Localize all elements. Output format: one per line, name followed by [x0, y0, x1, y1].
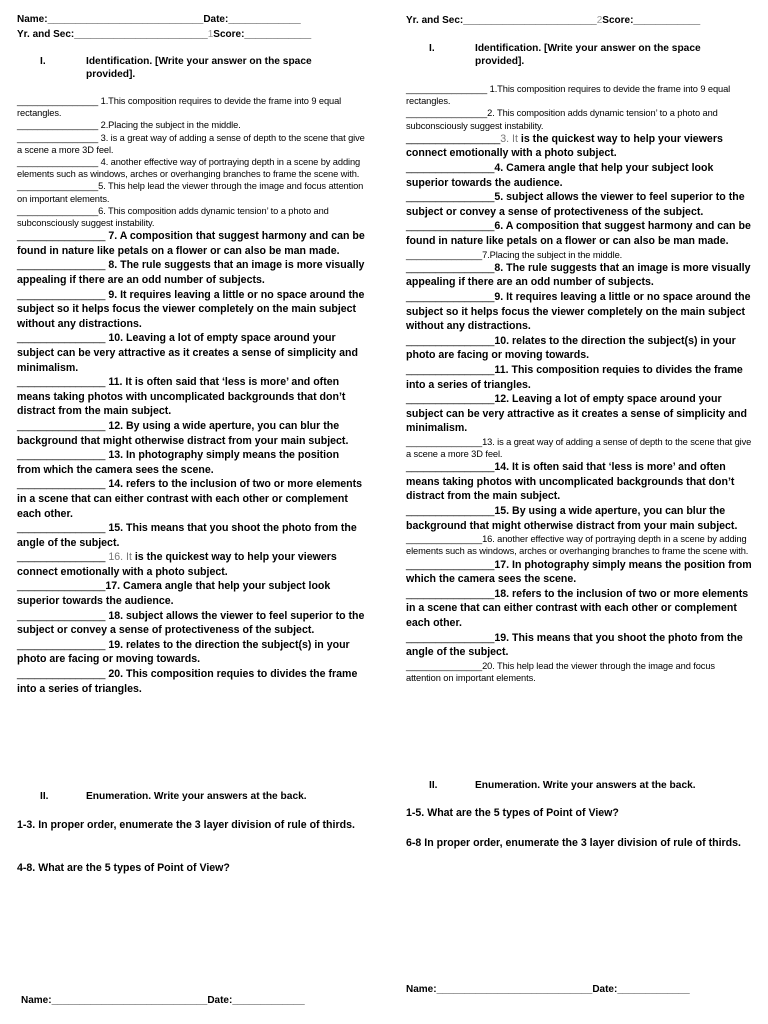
question-text: 18. refers to the inclusion of two or more elements in a scene that can either contrast with each other or complement each other. — [406, 587, 749, 630]
question-item — [17, 375, 365, 419]
name-blank[interactable]: ____________________________ — [51, 995, 208, 1006]
question-item — [17, 119, 365, 131]
answer-blank[interactable]: _______________ — [406, 587, 495, 600]
question-item — [406, 587, 752, 631]
question-item — [406, 261, 752, 290]
section-numeral: I. — [429, 43, 435, 54]
answer-blank[interactable]: ________________ — [17, 96, 101, 106]
section-title: Identification. [Write your answer on the space provided]. — [475, 43, 701, 67]
name-blank[interactable]: ____________________________ — [47, 14, 204, 25]
right-identification-items — [406, 83, 752, 684]
answer-blank[interactable]: _______________ — [17, 419, 109, 432]
answer-blank[interactable]: ________________ — [17, 132, 101, 143]
section-title: Enumeration. Write your answers at the back. — [475, 780, 696, 791]
left-yr-line — [17, 29, 311, 41]
question-item — [406, 631, 752, 660]
question-item — [406, 392, 752, 436]
answer-blank[interactable]: _______________ — [17, 668, 109, 681]
answer-blank[interactable]: _______________ — [17, 449, 109, 462]
name-label: Name: — [17, 14, 48, 25]
section-numeral: II. — [40, 791, 49, 802]
page-mark: 2 — [596, 15, 603, 26]
question-item — [406, 533, 752, 557]
yr-sec-blank[interactable]: ________________________ — [74, 29, 208, 40]
name-label: Name: — [21, 995, 52, 1006]
question-item — [17, 95, 365, 119]
question-text: 8. The rule suggests that an image is more visually appealing if there are an odd number of subjects. — [406, 261, 751, 289]
question-item — [406, 290, 752, 334]
question-item — [17, 521, 365, 550]
question-text: 9. It requires leaving a little or no space around the subject so it helps focus the viewer completely on the main subject without any distractions. — [406, 290, 751, 333]
enum-item-2: 4-8. What are the 5 types of Point of View? — [17, 862, 230, 874]
question-text: 17. In photography simply means the position from which the camera sees the scene. — [406, 558, 752, 586]
yr-sec-label: Yr. and Sec: — [17, 29, 75, 40]
section-title: Identification. [Write your answer on the space provided]. — [86, 56, 312, 80]
question-item — [17, 156, 365, 180]
answer-blank[interactable]: _______________ — [406, 660, 483, 671]
answer-blank[interactable]: ________________ — [406, 132, 501, 145]
question-text: 16. another effective way of portraying depth in a scene by adding elements such as windows, arches or overhanging branches to frame the scene with. — [406, 534, 749, 557]
answer-blank[interactable]: _______________ — [17, 478, 109, 491]
name-label: Name: — [406, 984, 437, 995]
left-name-line — [17, 14, 301, 26]
question-item — [17, 258, 365, 287]
question-item — [17, 477, 365, 521]
question-text: 5. subject allows the viewer to feel superior to the subject or convey a sense of protectiveness of the subject. — [406, 191, 745, 218]
answer-blank[interactable]: _______________ — [17, 551, 109, 564]
question-item — [17, 180, 365, 204]
question-text: 5. This help lead the viewer through the image and focus attention on important elements. — [17, 181, 364, 204]
question-text: 11. This composition requies to divides the frame into a series of triangles. — [406, 363, 743, 391]
question-text: 7. A composition that suggest harmony and can be found in nature like petals on a flower or can also be man made. — [17, 230, 365, 257]
question-text: 14. It is often said that ‘less is more’ and often means taking photos with uncomplicated backgrounds that don’t distract from the main subject. — [406, 461, 735, 503]
answer-blank[interactable]: _______________ — [17, 638, 109, 651]
question-text: 10. relates to the direction the subject(s) in your photo are facing or moving towards. — [406, 334, 736, 362]
question-text: 3. is a great way of adding a sense of depth to the scene that give a scene a more 3D feel. — [17, 132, 365, 155]
question-item — [406, 660, 752, 684]
question-item — [17, 331, 365, 375]
question-text: 4. another effective way of portraying depth in a scene by adding elements such as windows, arches or overhanging branches to frame the scene with. — [17, 157, 361, 180]
question-item — [406, 249, 752, 261]
question-text: 19. This means that you shoot the photo from the angle of the subject. — [406, 631, 743, 659]
answer-blank[interactable]: _______________ — [17, 332, 109, 345]
answer-blank[interactable]: _______________ — [406, 436, 483, 447]
section-numeral: II. — [429, 780, 438, 791]
question-body: is the quickest way to help your viewers connect emotionally with a photo subject. — [17, 551, 337, 578]
answer-blank[interactable]: _______________ — [406, 558, 495, 571]
answer-blank[interactable]: ________________ — [406, 84, 490, 94]
answer-blank[interactable]: _______________ — [406, 290, 495, 303]
question-text: 6. A composition that suggest harmony and can be found in nature like petals on a flower or can also be man made. — [406, 220, 751, 247]
question-text: 17. Camera angle that help your subject look superior towards the audience. — [17, 580, 331, 608]
answer-blank[interactable]: ________________ — [17, 157, 101, 168]
question-item — [406, 558, 752, 587]
question-item — [17, 550, 365, 579]
date-blank[interactable]: _____________ — [228, 14, 301, 25]
answer-blank[interactable]: _______________ — [406, 631, 495, 644]
answer-blank[interactable]: _______________ — [406, 191, 495, 204]
answer-blank[interactable]: _______________ — [406, 393, 495, 406]
section-title: Enumeration. Write your answers at the back. — [86, 791, 307, 802]
question-text: 12. Leaving a lot of empty space around your subject can be very attractive as it creates a sense of simplicity and minimalism. — [406, 393, 747, 435]
question-number: 16. It — [108, 551, 132, 564]
question-body: is the quickest way to help your viewers connect emotionally with a photo subject. — [406, 132, 723, 160]
question-number: 3. It — [500, 132, 518, 145]
question-item — [406, 363, 752, 392]
score-blank[interactable]: ____________ — [244, 29, 312, 40]
date-label: Date: — [592, 984, 618, 995]
answer-blank[interactable]: _______________ — [406, 162, 495, 174]
answer-blank[interactable]: ________________ — [17, 205, 99, 216]
date-label: Date: — [207, 995, 233, 1006]
question-text: 4. Camera angle that help your subject look superior towards the audience. — [406, 162, 714, 189]
question-item — [406, 107, 752, 131]
question-text: 14. refers to the inclusion of two or more elements in a scene that can either contrast with each other or complement each other. — [17, 478, 363, 520]
question-text: 10. Leaving a lot of empty space around your subject can be very attractive as it creates a sense of simplicity and minimalism. — [17, 332, 358, 374]
question-item — [17, 132, 365, 156]
question-text: 12. By using a wide aperture, you can blur the background that might otherwise distract from your main subject. — [17, 419, 349, 447]
question-text: 6. This composition adds dynamic tension’ to a photo and subconsciously suggest instability. — [17, 205, 329, 229]
question-item — [17, 229, 365, 258]
score-label: Score: — [602, 15, 634, 26]
answer-blank[interactable]: _______________ — [17, 580, 106, 593]
question-text: 1.This composition requires to devide the frame into 9 equal rectangles. — [406, 84, 731, 107]
question-item — [17, 448, 365, 477]
date-blank[interactable]: _____________ — [232, 995, 305, 1006]
question-text: 15. By using a wide aperture, you can blur the background that might otherwise distract from your main subject. — [406, 505, 738, 532]
question-text: 15. This means that you shoot the photo from the angle of the subject. — [17, 522, 357, 549]
answer-blank[interactable]: _______________ — [406, 363, 495, 376]
question-item — [17, 667, 365, 696]
question-text: 2. This composition adds dynamic tension’ to a photo and subconsciously suggest instability. — [406, 108, 718, 131]
score-blank[interactable]: ____________ — [633, 15, 701, 26]
answer-blank[interactable]: _______________ — [406, 534, 483, 545]
page-mark: 1 — [207, 29, 214, 40]
question-item — [17, 419, 365, 448]
question-item — [406, 334, 752, 363]
answer-blank[interactable]: _______________ — [406, 220, 495, 233]
answer-blank[interactable]: ________________ — [17, 120, 101, 131]
date-label: Date: — [203, 14, 229, 25]
enum-item-2: 6-8 In proper order, enumerate the 3 layer division of rule of thirds. — [406, 837, 741, 849]
left-footer-name-line — [21, 995, 305, 1007]
question-text: 7.Placing the subject in the middle. — [482, 249, 623, 260]
answer-blank[interactable]: _______________ — [406, 505, 495, 518]
question-item — [406, 161, 752, 190]
question-text: 8. The rule suggests that an image is more visually appealing if there are an odd number of subjects. — [17, 259, 365, 287]
question-text: 9. It requires leaving a little or no space around the subject so it helps focus the viewer completely on the main subject without any distractions. — [17, 288, 365, 330]
question-item — [406, 83, 752, 107]
question-item — [406, 460, 752, 504]
section-numeral: I. — [40, 56, 46, 67]
answer-blank[interactable]: _______________ — [406, 334, 495, 347]
left-identification-items — [17, 95, 365, 696]
question-item — [406, 219, 752, 248]
question-text: 13. In photography simply means the position from which the camera sees the scene. — [17, 449, 340, 476]
answer-blank[interactable]: _______________ — [17, 288, 109, 301]
question-item — [406, 436, 752, 460]
question-text: 1.This composition requires to devide the frame into 9 equal rectangles. — [17, 96, 342, 119]
answer-blank[interactable]: _______________ — [406, 261, 495, 274]
question-item — [406, 190, 752, 219]
enum-item-1: 1-3. In proper order, enumerate the 3 layer division of rule of thirds. — [17, 819, 355, 831]
enum-item-1: 1-5. What are the 5 types of Point of View? — [406, 807, 619, 819]
question-text: 20. This help lead the viewer through the image and focus attention on important elements. — [406, 660, 715, 684]
answer-blank[interactable]: _______________ — [17, 376, 109, 389]
question-text: 13. is a great way of adding a sense of depth to the scene that give a scene a more 3D feel. — [406, 436, 752, 460]
question-item — [17, 205, 365, 229]
question-text: 18. subject allows the viewer to feel superior to the subject or convey a sense of protectiveness of the subject. — [17, 609, 365, 637]
question-text: 2.Placing the subject in the middle. — [100, 120, 241, 131]
question-text: 11. It is often said that ‘less is more’ and often means taking photos with uncomplicated backgrounds that don’t distract from the main subject. — [17, 376, 346, 418]
answer-blank[interactable]: _______________ — [17, 522, 109, 535]
answer-blank[interactable]: _______________ — [17, 230, 109, 243]
answer-blank[interactable]: _______________ — [17, 609, 109, 622]
answer-blank[interactable]: _______________ — [406, 461, 495, 474]
yr-sec-blank[interactable]: ________________________ — [463, 15, 597, 26]
question-item — [406, 132, 752, 161]
question-item — [17, 638, 365, 667]
answer-blank[interactable]: _______________ — [406, 249, 483, 260]
score-label: Score: — [213, 29, 245, 40]
answer-blank[interactable]: _______________ — [17, 259, 109, 272]
question-item — [17, 288, 365, 332]
date-blank[interactable]: _____________ — [617, 984, 690, 995]
yr-sec-label: Yr. and Sec: — [406, 15, 464, 26]
answer-blank[interactable]: ________________ — [406, 108, 488, 119]
right-yr-line — [406, 15, 700, 27]
name-blank[interactable]: ____________________________ — [436, 984, 593, 995]
question-item — [406, 504, 752, 533]
question-text: 19. relates to the direction the subject(s) in your photo are facing or moving towards. — [17, 638, 350, 666]
question-item — [17, 579, 365, 608]
right-footer-name-line — [406, 984, 690, 996]
question-item — [17, 609, 365, 638]
question-text: 20. This composition requies to divides the frame into a series of triangles. — [17, 668, 358, 695]
answer-blank[interactable]: ________________ — [17, 181, 99, 192]
